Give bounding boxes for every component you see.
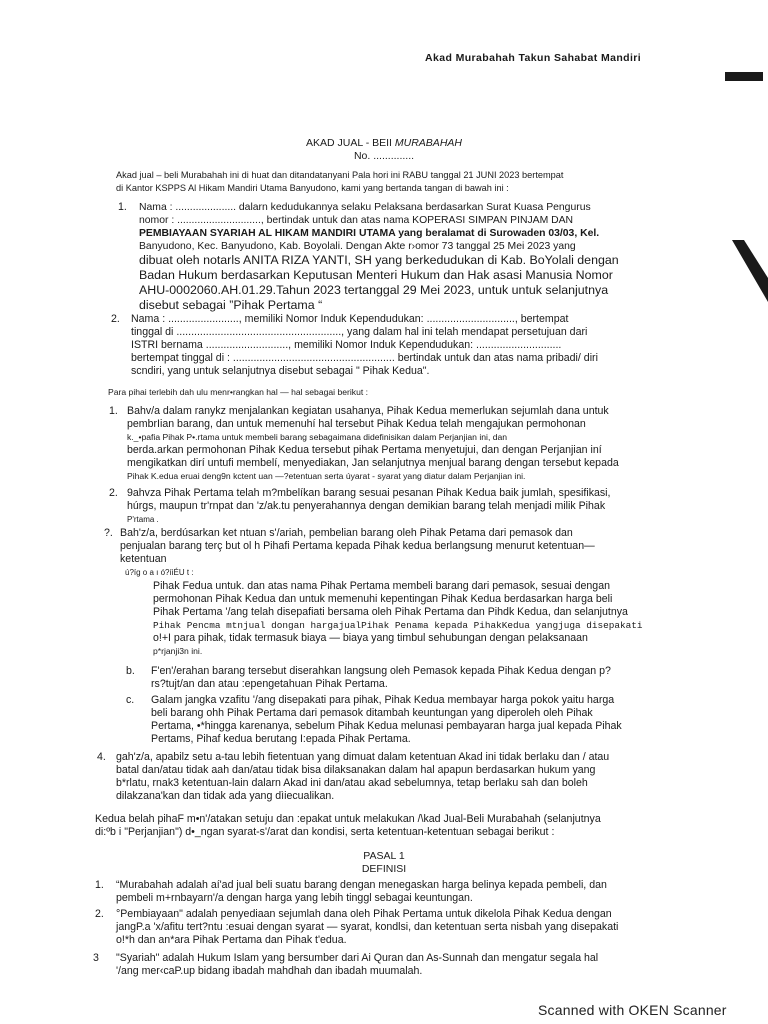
party-2-line: tinggal di ........................................................, yang dalam hal ini telah mendapat persetujuan dari [131, 326, 588, 338]
scan-mark-side [728, 240, 768, 302]
party-number: 2. [111, 313, 120, 325]
party-1-block [139, 201, 635, 313]
agreement-paragraph [95, 813, 647, 839]
recital-1-line: mengikatkan dirí untufi membelí, menyediakan, Jan selanjutnya menjual barang dengan tersebut kepada [127, 457, 619, 469]
definition-number: 1. [95, 879, 104, 891]
recital-2-line: 9ahvza Pihak Pertama telah m?mbelíkan barang sesuai pesanan Pihak Kedua baik jumlah, spesifikasi, [127, 487, 611, 499]
definition-2-line: o!*h dan an*ara Pihak Pertama dan Pihak t'edua. [116, 934, 347, 946]
sub-label: b. [126, 665, 135, 677]
party-1-line: Nama : ..................... dalarn kedudukannya selaku Pelaksana berdasarkan Surat Kuasa Pengurus [139, 202, 591, 213]
intro-paragraph [116, 169, 646, 195]
sub-a-line: o!+I para pihak, tidak termasuk biaya — biaya yang timbul sehubungan dengan pelaksanaan [153, 632, 588, 644]
recital-4-line: dilakzana'kan dan tidak ada yang dìiecualikan. [116, 790, 335, 802]
recital-1-line: k._•pafia Pihak P•.rtama untuk membeli barang sebagaimana didefinisikan dalam Perjanjian ini, dan [127, 432, 508, 442]
recital-3-line: Bah'z/a, berdúsarkan ket ntuan s'/ariah, pembelian barang oleh Pihak Petama dari pemasok dan [120, 527, 573, 539]
intro-line: di Kantor KSPPS Al Hikam Mandiri Utama Banyudono, kami yang bertanda tangan di bawah ini : [116, 183, 509, 193]
sub-c-line: Galam jangka vzafitu '/ang disepakati para pihak, Pihak Kedua membayar harga pokok yaitu harga [151, 694, 615, 706]
pasal-title: PASAL 1 [363, 850, 405, 862]
recital-number: ?. [104, 527, 113, 539]
definition-1-line: “Murabahah adalah aí'ad jual beli suatu barang dengan menegaskan harga belinya kepada pembeli, dan [116, 879, 607, 891]
party-2-line: scndiri, yang untuk selanjutnya disebut sebagai " Pihak Kedua". [131, 365, 430, 377]
pasal-subtitle: DEFINISI [361, 863, 407, 875]
recital-3-sub-b [151, 665, 643, 691]
recital-1-line: Bahv/a dalam ranykz menjalankan kegiatan usahanya, Pihak Kedua memerlukan sejumlah dana untuk [127, 405, 609, 417]
recital-number: 4. [97, 751, 106, 763]
recital-4-line: b*rlatu, rnak3 ketentuan-lain dalarn Akad ini dan/atau akad sebelumnya, tetap berlaku sah dan boleh [116, 777, 588, 789]
party-number: 1. [118, 201, 127, 213]
recital-1-line: Pihak K.edua eruai deng9n kctent uan —?etentuan serta úyarat - syarat yang diatur dalam Perjanjian ini. [127, 471, 526, 481]
recital-2-line: húrgs, maupun tr'rnpat dan 'z/ak.tu penyerahannya dengan demikian barang telah menjadi milik Pihak [127, 500, 606, 512]
recital-3 [120, 527, 642, 566]
sub-label: c. [126, 694, 135, 706]
recital-2 [127, 487, 639, 526]
scanner-watermark: Scanned with OKEN Scanner [538, 1002, 727, 1018]
definition-3-line: '/ang mer‹caP.up bidang ibadah mahdhah dan ibadah muumalah. [116, 965, 423, 977]
definition-1 [116, 879, 650, 905]
recital-number: 2. [109, 487, 118, 499]
sub-a-line: Pihak Pencma mtnjual dongan hargajualPihak Penama kepada PihakKedua yangjuga disepakati [153, 620, 643, 631]
definition-3 [116, 952, 650, 978]
contract-title [0, 137, 768, 163]
sub-c-line: Pertama, •*hingga karenanya, sebelum Pihak Kedua melunasi pembayaran harga jual kepada Pihak [151, 720, 622, 732]
party-1-line: Banyudono, Kec. Banyudono, Kab. Boyolali. Dengan Akte r›omor 73 tanggal 25 Mei 2023 yang [139, 241, 576, 252]
sub-b-line: rs?tujt/an dan atau :epengetahuan Pihak Pertama. [151, 678, 388, 690]
sub-c-line: beli barang ohh Pihak Pertama dari pemasok ditambah keuntungan yang diperoleh oleh Pihak [151, 707, 593, 719]
intro-line: Akad jual – beli Murabahah ini di huat dan ditandatanyani Pala hori ini RABU tanggal 21 JUNI 2023 bertempat [116, 170, 564, 180]
recital-3-sub-c [151, 694, 643, 746]
recital-number: 1. [109, 405, 118, 417]
sub-b-line: F'en'/erahan barang tersebut diserahkan langsung oleh Pemasok kepada Pihak Kedua dengan p? [151, 665, 611, 677]
party-1-line: disebut sebagai ”Pihak Pertama “ [139, 298, 323, 312]
party-1-line: Badan Hukum berdasarkan Keputusan Menteri Hukum dan Hak asasi Manusia Nomor [139, 268, 613, 282]
recital-1 [127, 405, 639, 483]
party-1-line: dibuat oleh notarls ANITA RIZA YANTI, SH yang berkedudukan di Kab. BoYolali dengan [139, 253, 619, 267]
contract-title-italic: MURABAHAH [394, 137, 462, 149]
agreement-line: Kedua belah pihaF m•n'/atakan setuju dan :epakat untuk melakukan /\kad Jual-Beli Murabahah (selanjutnya [95, 813, 601, 825]
party-2-line: Nama : ........................, memiliki Nomor Induk Kependudukan: .............................., bertempat [131, 313, 569, 325]
definition-number: 2. [95, 908, 104, 920]
recital-3-sub-a [153, 580, 643, 658]
definition-number: 3 [93, 952, 99, 964]
sub-a-line: Pihak Fedua untuk. dan atas nama Pihak Pertama membeli barang dari pemasok, sesuai dengan [153, 580, 610, 592]
document-header-title: Akad Murabahah Takun Sahabat Mandiri [425, 52, 642, 64]
recital-4-line: gah'z/a, apabilz setu a-tau lebih fietentuan yang dimuat dalam ketentuan Akad ini tidak berlaku dan / atau [116, 751, 610, 763]
party-2-line: bertempat tinggal di : ....................................................... bertindak untuk dan atas nama pribadi/ diri [131, 352, 598, 364]
pasal-heading [0, 850, 768, 876]
party-1-line: PEMBIAYAAN SYARIAH AL HIKAM MANDIRI UTAMA yang beralamat di Surowaden 03/03, Kel. [139, 228, 600, 239]
recital-3-line: ketentuan [120, 553, 167, 565]
recital-4-line: batal dan/atau tidak aah dan/atau tidak bisa dilaksanakan dalam hal apapun berdasarkan hukum yang [116, 764, 596, 776]
recital-4 [116, 751, 647, 803]
sub-a-line: permohonan Pihak Kedua dan untuk memenuhi kepentingan Pihak Kedua berdasarkan harga beli [153, 593, 613, 605]
party-1-line: AHU-0002060.AH.01.29.Tahun 2023 tertanggal 29 Mei 2023, untuk untuk selanjutnya [139, 283, 609, 297]
sub-c-line: Pertams, Pihaf kedua berutang I:epada Pihak Pertama. [151, 733, 411, 745]
definition-2-line: °Pembiayaan" adalah penyediaan sejumlah dana oleh Pihak Pertama untuk dikelola Pihak Kedua dengan [116, 908, 612, 920]
party-1-line: nomor : ............................., bertindak untuk dan atas nama KOPERASI SIMPAN PINJAM DAN [139, 215, 574, 226]
agreement-line: di:ºb i "Perjanjian") d•_ngan syarat-s'/arat dan kondisi, serta ketentuan-ketentuan sebagai berikut : [95, 826, 555, 838]
definition-1-line: pembeli m+rnbayarn'/a dengan harga yang lebih tinggl sebagai keuntungan. [116, 892, 473, 904]
party-2-block [131, 313, 635, 378]
party-2-line: ISTRI bernama ............................, memiliki Nomor Induk Kependudukan: ............................. [131, 339, 562, 351]
contract-number: No. .............. [353, 150, 415, 162]
recital-1-line: berda.arkan permohonan Pihak Kedua tersebut pihak Pertama menyetujui, dan dengan Perjanjian iní [127, 444, 602, 456]
sub-a-line: p*rjanji3n ini. [153, 646, 203, 656]
definition-3-line: "Syariah" adalah Hukum Islam yang bersumber dari Ai Quran dan As-Sunnah dan mengatur segala hal [116, 952, 599, 964]
contract-title-text: AKAD JUAL - BEII [306, 137, 395, 149]
sub-items-label: ú?íg o a ı ó?íiÉU t : [125, 568, 194, 577]
recitals-lead: Para pihai terlebih dah ulu menr•rangkan hal — hal sebagai berikut : [108, 387, 369, 397]
definition-2-line: jangP.a 'x/afitu tert?ntu :esuai dengan syarat — syarat, kondlsi, dan ketentuan serta nisbah yang disepakati [116, 921, 619, 933]
definition-2 [116, 908, 650, 947]
recital-2-line: P'rtama . [127, 515, 159, 524]
scan-mark-top [725, 72, 763, 81]
sub-a-line: Pihak Pertama '/ang telah disepafiati bersama oleh Pihak Pertama dan Pihdk Kedua, dan selanjutnya [153, 606, 628, 618]
recital-3-line: penjualan barang terç but ol h Pihafi Pertama kepada Pihak kedua berlangsung menurut ketentuan— [120, 540, 595, 552]
recital-1-line: pembrIian barang, dan untuk memenuhí hal tersebut Pihak Kedua telah mengajukan permohonan [127, 418, 586, 430]
